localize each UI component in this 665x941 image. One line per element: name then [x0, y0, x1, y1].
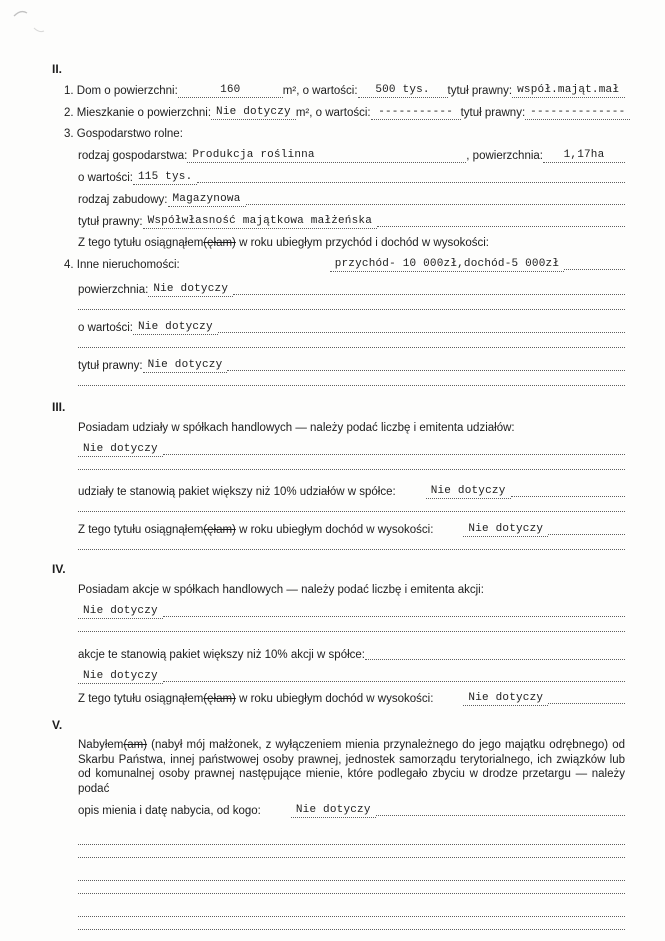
- other-title-label: tytuł prawny:: [78, 360, 143, 372]
- farm-buildings-row: [78, 192, 625, 207]
- farm-buildings-value: Magazynowa: [168, 192, 246, 207]
- dotted-line: [78, 335, 625, 348]
- dotted-line: [78, 868, 625, 881]
- apartment-label: 2. Mieszkanie o powierzchni:: [64, 107, 212, 119]
- farm-type-label: rodzaj gospodarstwa:: [78, 150, 188, 162]
- acquisition-answer-value: Nie dotyczy: [291, 803, 376, 818]
- farm-heading: [64, 127, 625, 141]
- dotted-line: [78, 619, 625, 632]
- dotted-filler: [218, 332, 625, 333]
- apartment-title-value: --------------: [525, 105, 630, 120]
- dotted-line: [78, 845, 625, 858]
- struck-text: (ęłam): [203, 524, 236, 536]
- stocks-answer-value: Nie dotyczy: [78, 604, 163, 619]
- stocks-intro: [78, 583, 625, 597]
- dotted-line: [78, 373, 625, 386]
- section-iv-heading: IV.: [52, 562, 66, 576]
- dotted-line: [78, 832, 625, 845]
- dotted-filler: [511, 496, 626, 497]
- question-text: w roku ubiegłym przychód i dochód w wysokości:: [235, 237, 489, 249]
- dotted-filler: [227, 370, 625, 371]
- other-worth-row: [78, 320, 625, 335]
- dotted-line: [78, 881, 625, 894]
- apartment-area-value: Nie dotyczy: [211, 105, 296, 120]
- shares-pakiet-row: [78, 484, 625, 499]
- house-title-label: tytuł prawny:: [447, 85, 513, 97]
- acquisition-question-row: [78, 803, 625, 818]
- dotted-filler: [376, 815, 625, 816]
- farm-type-row: [78, 148, 625, 163]
- dotted-filler: [197, 182, 625, 183]
- farm-heading-label: 3. Gospodarstwo rolne:: [64, 128, 183, 140]
- question-text: Z tego tytułu osiągnąłem: [78, 237, 204, 249]
- farm-income-question-label: [78, 236, 489, 250]
- question-text: Z tego tytułu osiągnąłem: [78, 693, 204, 705]
- shares-income-value: Nie dotyczy: [463, 522, 548, 537]
- dotted-filler: [548, 534, 625, 535]
- section-v-heading: V.: [52, 718, 63, 732]
- acquisition-paragraph: [78, 738, 625, 796]
- dotted-line: [78, 917, 625, 930]
- other-worth-label: o wartości:: [78, 322, 133, 334]
- shares-pakiet-label: udziały te stanowią pakiet większy niż 10% udziałów w spółce:: [78, 486, 396, 498]
- other-title-value: Nie dotyczy: [143, 358, 228, 373]
- stocks-pakiet-value: Nie dotyczy: [78, 669, 163, 684]
- farm-title-row: [78, 214, 625, 229]
- question-text: w roku ubiegłym dochód w wysokości:: [235, 524, 434, 536]
- dotted-filler: [548, 703, 625, 704]
- shares-pakiet-value: Nie dotyczy: [426, 484, 511, 499]
- farm-title-value: Współwłasność majątkowa małżeńska: [143, 214, 377, 229]
- farm-buildings-label: rodzaj zabudowy:: [78, 194, 168, 206]
- acquisition-question-label: opis mienia i datę nabycia, od kogo:: [78, 805, 261, 817]
- farm-worth-row: [78, 170, 625, 185]
- stocks-pakiet-row: [78, 648, 625, 662]
- dotted-line: [78, 537, 625, 550]
- other-area-label: powierzchnia:: [78, 284, 149, 296]
- field-house: [64, 83, 625, 98]
- apartment-worth-value: -----------: [371, 105, 461, 120]
- struck-text: (ęłam): [203, 693, 236, 705]
- dotted-filler: [163, 454, 625, 455]
- scan-artifact: [6, 4, 76, 49]
- dotted-filler: [233, 294, 625, 295]
- dotted-line: [78, 499, 625, 512]
- dotted-filler: [163, 681, 625, 682]
- farm-area-value: 1,17ha: [543, 148, 625, 163]
- shares-intro: [78, 421, 625, 435]
- stocks-pakiet-answer-row: [78, 669, 625, 684]
- other-realestate-row: [64, 257, 625, 272]
- shares-income-label: [78, 523, 433, 537]
- stocks-pakiet-label: akcje te stanowią pakiet większy niż 10% akcji w spółce:: [78, 649, 365, 661]
- farm-type-value: Produkcja roślinna: [187, 148, 466, 163]
- dotted-line: [78, 904, 625, 917]
- farm-income-value: przychód- 10 000zł,dochód-5 000zł: [330, 257, 564, 272]
- farm-title-label: tytuł prawny:: [78, 216, 143, 228]
- question-text: Z tego tytułu osiągnąłem: [78, 524, 204, 536]
- struck-text: (am): [123, 739, 148, 751]
- house-worth-label: m², o wartości:: [282, 85, 358, 97]
- farm-area-label: , powierzchnia:: [466, 150, 543, 162]
- other-title-row: [78, 358, 625, 373]
- stocks-income-row: [78, 691, 625, 706]
- struck-text: (ęłam): [203, 237, 236, 249]
- house-worth-value: 500 tys.: [358, 83, 448, 98]
- house-area-value: 160: [178, 83, 283, 98]
- farm-worth-label: o wartości:: [78, 172, 133, 184]
- dotted-filler: [365, 659, 625, 660]
- section-ii-heading: II.: [52, 62, 63, 76]
- other-worth-value: Nie dotyczy: [133, 320, 218, 335]
- other-realestate-label: 4. Inne nieruchomości:: [64, 259, 180, 271]
- other-area-value: Nie dotyczy: [148, 282, 233, 297]
- other-area-row: [78, 282, 625, 297]
- apartment-title-label: tytuł prawny:: [460, 107, 526, 119]
- stocks-income-value: Nie dotyczy: [463, 691, 548, 706]
- section-iii-heading: III.: [52, 400, 66, 414]
- dotted-filler: [377, 226, 625, 227]
- house-label: 1. Dom o powierzchni:: [64, 85, 178, 97]
- farm-worth-value: 115 tys.: [133, 170, 197, 185]
- paragraph-text: (nabył mój małżonek, z wyłączeniem mienia przynależnego do jego majątku odrębnego) od Skarbu Państwa, innej państwowej osoby prawnej, jednostek samorządu terytorialnego, ich związków lub od komunalnej osoby prawnej następujące mienie, które podlegało zbyciu w drodze przetargu — należy podać: [78, 739, 625, 795]
- shares-answer-row: [78, 442, 625, 457]
- house-title-value: współ.mająt.mał: [512, 83, 625, 98]
- farm-income-question: [78, 236, 625, 250]
- dotted-filler: [246, 204, 625, 205]
- apartment-worth-label: m², o wartości:: [295, 107, 371, 119]
- field-apartment: [64, 105, 625, 120]
- shares-income-row: [78, 522, 625, 537]
- question-text: w roku ubiegłym dochód w wysokości:: [235, 693, 434, 705]
- shares-answer-value: Nie dotyczy: [78, 442, 163, 457]
- stocks-answer-row: [78, 604, 625, 619]
- dotted-filler: [163, 616, 625, 617]
- dotted-line: [78, 297, 625, 310]
- paragraph-text: Nabyłem: [78, 739, 124, 751]
- dotted-filler: [564, 269, 625, 270]
- stocks-income-label: [78, 692, 433, 706]
- dotted-line: [78, 457, 625, 470]
- stocks-intro-label: Posiadam akcje w spółkach handlowych — należy podać liczbę i emitenta akcji:: [78, 584, 484, 596]
- shares-intro-label: Posiadam udziały w spółkach handlowych — należy podać liczbę i emitenta udziałów:: [78, 422, 515, 434]
